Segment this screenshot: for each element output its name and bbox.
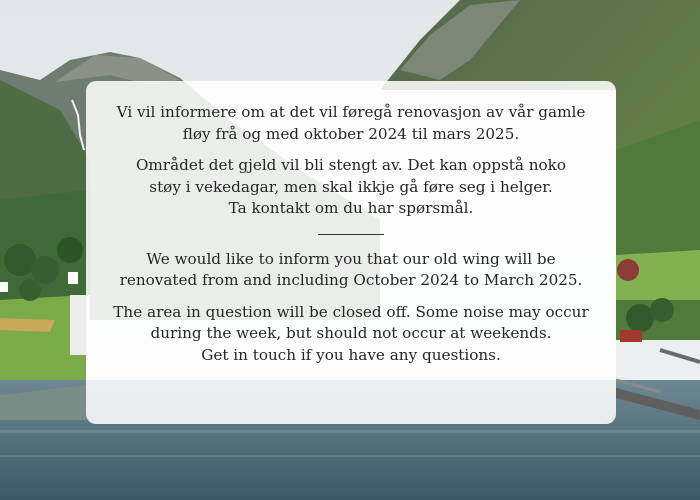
text-line: renovated from and including October 2024 to March 2025. [119,271,583,289]
language-divider [318,234,384,235]
english-paragraph-1 [104,249,598,292]
text-line: Vi vil informere om at det vil føregå renovasjon av vår gamle [116,103,586,121]
text-line: during the week, but should not occur at weekends. [150,324,552,342]
text-line: The area in question will be closed off. Some noise may occur [113,302,589,321]
english-paragraph-2 [104,302,598,367]
norwegian-paragraph-2 [104,155,598,220]
text-line: Ta kontakt om du har spørsmål. [228,199,474,217]
text-line: støy i vekedagar, men skal ikkje gå føre seg i helger. [149,177,553,196]
text-line: We would like to inform you that our old wing will be [146,249,556,268]
renovation-notice-card [86,81,616,424]
norwegian-paragraph-1 [104,102,598,145]
text-line: Området det gjeld vil bli stengt av. Det kan oppstå noko [135,156,567,174]
text-line: Get in touch if you have any questions. [201,345,501,364]
text-line: fløy frå og med oktober 2024 til mars 2025. [182,124,520,143]
